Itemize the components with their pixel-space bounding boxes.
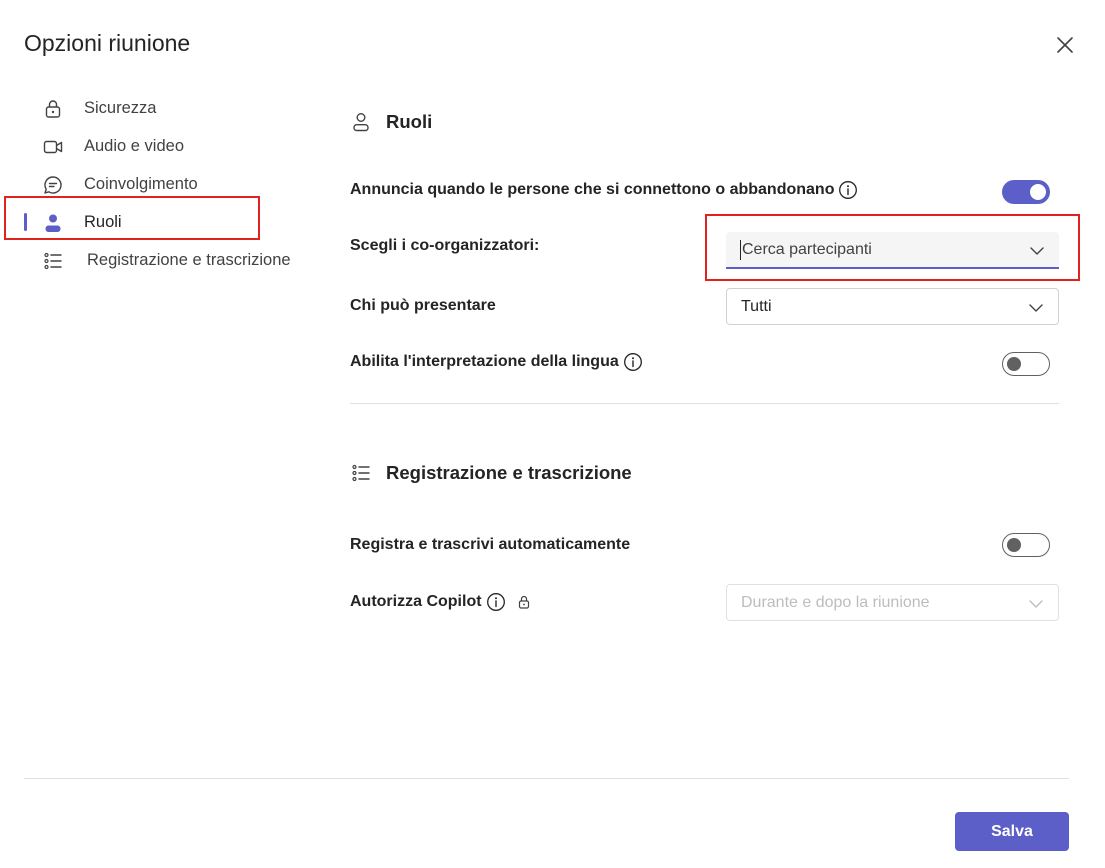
chat-bubble-icon — [42, 174, 64, 196]
copilot-row-label — [350, 592, 532, 612]
highlight-box-coorganizers — [705, 214, 1080, 281]
presenters-label: Chi può presentare — [350, 297, 496, 314]
sidebar-item-label: Audio e video — [84, 136, 184, 155]
copilot-label: Autorizza Copilot — [350, 593, 482, 610]
section-header-registrazione — [350, 462, 632, 484]
section-title: Ruoli — [386, 111, 433, 132]
list-icon — [350, 462, 372, 484]
chevron-down-icon — [1028, 596, 1044, 612]
list-icon — [42, 250, 64, 272]
presenters-dropdown[interactable] — [726, 288, 1059, 325]
coorganizers-label: Scegli i co-organizzatori: — [350, 237, 540, 254]
toggle-knob — [1030, 184, 1046, 200]
info-icon[interactable] — [486, 592, 506, 612]
sidebar-item-registrazione[interactable] — [0, 241, 300, 279]
toggle-knob — [1007, 538, 1021, 552]
close-icon — [1056, 36, 1074, 54]
section-header-ruoli — [350, 111, 432, 133]
section-divider — [350, 403, 1059, 404]
person-outline-icon — [350, 111, 372, 133]
toggle-knob — [1007, 357, 1021, 371]
save-button[interactable]: Salva — [955, 812, 1069, 851]
announce-toggle[interactable] — [1002, 180, 1050, 204]
lock-icon — [516, 594, 532, 610]
sidebar-item-label: Sicurezza — [84, 98, 157, 117]
sidebar-item-label: Ruoli — [84, 212, 122, 231]
announce-label: Annuncia quando le persone che si connettono o abbandonano — [350, 181, 835, 198]
copilot-value: Durante e dopo la riunione — [741, 593, 930, 611]
sidebar-item-label: Registrazione e trascrizione — [87, 250, 291, 269]
presenters-value: Tutti — [741, 297, 772, 315]
info-icon[interactable] — [838, 180, 858, 200]
coorganizers-placeholder: Cerca partecipanti — [742, 240, 872, 258]
copilot-dropdown[interactable] — [726, 584, 1059, 621]
sidebar-item-audio-video[interactable] — [0, 127, 300, 165]
sidebar-item-sicurezza[interactable] — [0, 89, 300, 127]
chevron-down-icon — [1028, 300, 1044, 316]
video-camera-icon — [42, 136, 64, 158]
footer-divider — [24, 778, 1069, 779]
sidebar-item-label: Coinvolgimento — [84, 174, 198, 193]
dialog-title: Opzioni riunione — [24, 30, 191, 56]
close-button[interactable] — [1052, 32, 1078, 58]
auto-record-label: Registra e trascrivi automaticamente — [350, 536, 631, 553]
announce-row-label — [350, 180, 858, 200]
interpretation-label: Abilita l'interpretazione della lingua — [350, 353, 619, 370]
interpretation-toggle[interactable] — [1002, 352, 1050, 376]
auto-record-toggle[interactable] — [1002, 533, 1050, 557]
lock-icon — [42, 98, 64, 120]
highlight-box-sidebar — [4, 196, 260, 240]
info-icon[interactable] — [623, 352, 643, 372]
interpretation-row-label — [350, 352, 643, 372]
section-title: Registrazione e trascrizione — [386, 462, 632, 483]
